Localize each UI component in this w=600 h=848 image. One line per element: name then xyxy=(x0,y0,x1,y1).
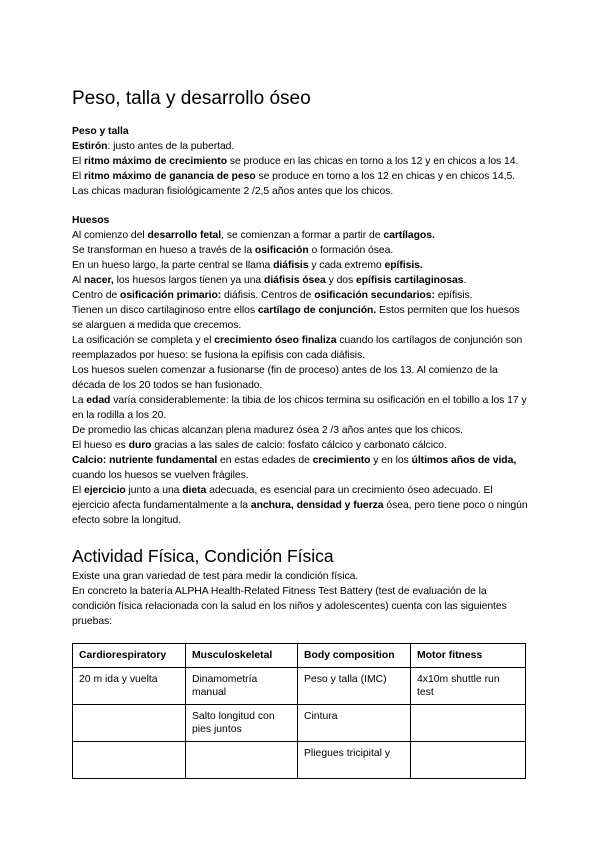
text-run: Estos permiten que los huesos se alarguen a medida que crecemos. xyxy=(72,305,520,331)
paragraph xyxy=(72,393,532,423)
section-body xyxy=(72,124,532,528)
text-run: Los huesos suelen comenzar a fusionarse (fin de proceso) antes de los 13. Al comienzo de la década de los 20 todos se han fusionado. xyxy=(72,365,498,391)
paragraph xyxy=(72,483,532,528)
text-run: o formación ósea. xyxy=(308,245,394,256)
paragraph xyxy=(72,169,532,199)
text-run: Al xyxy=(72,275,84,286)
bold-text: duro xyxy=(128,440,152,451)
table-row xyxy=(73,668,526,705)
bold-text: epífisis. xyxy=(384,260,423,271)
header-musculoskeletal: Musculoskeletal xyxy=(186,644,298,668)
bold-text: dieta xyxy=(182,485,207,496)
table-cell: Cintura xyxy=(298,705,411,742)
bold-text: diáfisis ósea xyxy=(264,275,326,286)
paragraph xyxy=(72,288,532,303)
paragraph xyxy=(72,139,532,154)
text-run: y en los xyxy=(370,455,412,466)
bold-text: desarrollo fetal xyxy=(147,230,222,241)
bold-text: ritmo máximo de crecimiento xyxy=(83,156,227,167)
paragraph xyxy=(72,438,532,453)
bold-text: crecimiento xyxy=(312,455,371,466)
bold-text: osificación primario: xyxy=(120,290,222,301)
table-row xyxy=(73,742,526,779)
text-run: El xyxy=(72,171,84,182)
peso-talla-paragraphs xyxy=(72,139,532,199)
header-motor-fitness: Motor fitness xyxy=(411,644,526,668)
text-run: gracias a las sales de calcio: fosfato cálcico y carbonato cálcico. xyxy=(151,440,447,451)
text-run: La osificación se completa y el xyxy=(72,335,215,346)
text-run: y cada extremo xyxy=(308,260,385,271)
bold-text: edad xyxy=(86,395,111,406)
paragraph xyxy=(72,243,532,258)
text-run: en estas edades de xyxy=(217,455,313,466)
table-cell: Dinamometría manual xyxy=(186,668,298,705)
bold-text: cartílago de conjunción. xyxy=(257,305,377,316)
table-cell: Peso y talla (IMC) xyxy=(298,668,411,705)
bold-text: ejercicio xyxy=(83,485,126,496)
paragraph xyxy=(72,273,532,288)
table-cell: Pliegues tricipital y xyxy=(298,742,411,779)
text-run: : justo antes de la pubertad. xyxy=(107,141,235,152)
table-cell: 4x10m shuttle run test xyxy=(411,668,526,705)
paragraph xyxy=(72,154,532,169)
header-body-composition: Body composition xyxy=(298,644,411,668)
table-row xyxy=(73,705,526,742)
text-run: , se comienzan a formar a partir de xyxy=(221,230,384,241)
bold-text: Calcio: nutriente fundamental xyxy=(72,455,218,466)
table-cell: Salto longitud con pies juntos xyxy=(186,705,298,742)
text-run: cuando los cartílagos de conjunción son reemplazados por hueso: se fusiona la epífisis con cada diáfisis. xyxy=(72,335,523,361)
actividad-body xyxy=(72,569,532,629)
text-run: Tienen un disco cartilaginoso entre ellos xyxy=(72,305,258,316)
bold-text: Estirón xyxy=(72,141,108,152)
paragraph xyxy=(72,363,532,393)
bold-text: anchura, densidad y fuerza xyxy=(250,500,384,511)
actividad-paragraph: Existe una gran variedad de test para medir la condición física. xyxy=(72,571,359,582)
bold-text: nacer, xyxy=(83,275,114,286)
actividad-paragraph: En concreto la batería ALPHA Health-Related Fitness Test Battery (test de evaluación de la condición física relacionada con la salud en los niños y adolescentes) cuenta con las siguientes pruebas: xyxy=(72,586,507,627)
table-cell xyxy=(73,742,186,779)
bold-text: ritmo máximo de ganancia de peso xyxy=(83,171,256,182)
text-run: ósea, pero tiene poco o ningún efecto sobre la longitud. xyxy=(72,500,528,526)
paragraph xyxy=(72,228,532,243)
text-run: Centro de xyxy=(72,290,121,301)
bold-text: crecimiento óseo finaliza xyxy=(214,335,337,346)
table-cell xyxy=(411,742,526,779)
text-run: . xyxy=(463,275,467,286)
subheading-peso-talla: Peso y talla xyxy=(72,126,129,137)
page-title: Peso, talla y desarrollo óseo xyxy=(72,88,311,109)
paragraph xyxy=(72,333,532,363)
text-run: La xyxy=(72,395,87,406)
text-run: Se transforman en hueso a través de la xyxy=(72,245,255,256)
fitness-test-table xyxy=(72,643,526,779)
subheading-huesos: Huesos xyxy=(72,215,110,226)
table-cell xyxy=(411,705,526,742)
text-run: epífisis. xyxy=(434,290,473,301)
header-cardiorespiratory: Cardiorespiratory xyxy=(73,644,186,668)
text-run: diáfisis. Centros de xyxy=(221,290,315,301)
bold-text: cartílagos. xyxy=(383,230,435,241)
bold-text: osificación xyxy=(254,245,309,256)
table-cell xyxy=(186,742,298,779)
bold-text: epífisis cartilaginosas xyxy=(356,275,464,286)
section-title-actividad: Actividad Física, Condición Física xyxy=(72,546,334,566)
text-run: se produce en torno a los 12 en chicas y en chicos 14,5. Las chicas maduran fisiológicamente 2 /2,5 años antes que los chicos. xyxy=(72,171,516,197)
bold-text: diáfisis xyxy=(273,260,309,271)
text-run: cuando los huesos se vuelven frágiles. xyxy=(72,470,249,481)
text-run: se produce en las chicas en torno a los 12 y en chicos a los 14. xyxy=(227,156,519,167)
text-run: varía considerablemente: la tibia de los chicos termina su osificación en el tobillo a los 17 y en la rodilla a los 20. xyxy=(72,395,527,421)
text-run: El xyxy=(72,485,84,496)
paragraph xyxy=(72,423,532,438)
text-run: junto a una xyxy=(125,485,183,496)
text-run: y dos xyxy=(325,275,357,286)
text-run: En un hueso largo, la parte central se llama xyxy=(72,260,274,271)
text-run: los huesos largos tienen ya una xyxy=(113,275,265,286)
paragraph xyxy=(72,453,532,483)
text-run: El hueso es xyxy=(72,440,129,451)
paragraph xyxy=(72,303,532,333)
text-run: Al comienzo del xyxy=(72,230,148,241)
table-cell xyxy=(73,705,186,742)
text-run: El xyxy=(72,156,84,167)
bold-text: osificación secundarios: xyxy=(314,290,435,301)
text-run: adecuada, es esencial para un crecimiento óseo adecuado. El ejercicio afecta fundamentalmente a la xyxy=(72,485,493,511)
paragraph xyxy=(72,258,532,273)
huesos-paragraphs xyxy=(72,228,532,528)
table-cell: 20 m ida y vuelta xyxy=(73,668,186,705)
table-header-row xyxy=(73,644,526,668)
bold-text: últimos años de vida, xyxy=(411,455,517,466)
text-run: De promedio las chicas alcanzan plena madurez ósea 2 /3 años antes que los chicos. xyxy=(72,425,463,436)
